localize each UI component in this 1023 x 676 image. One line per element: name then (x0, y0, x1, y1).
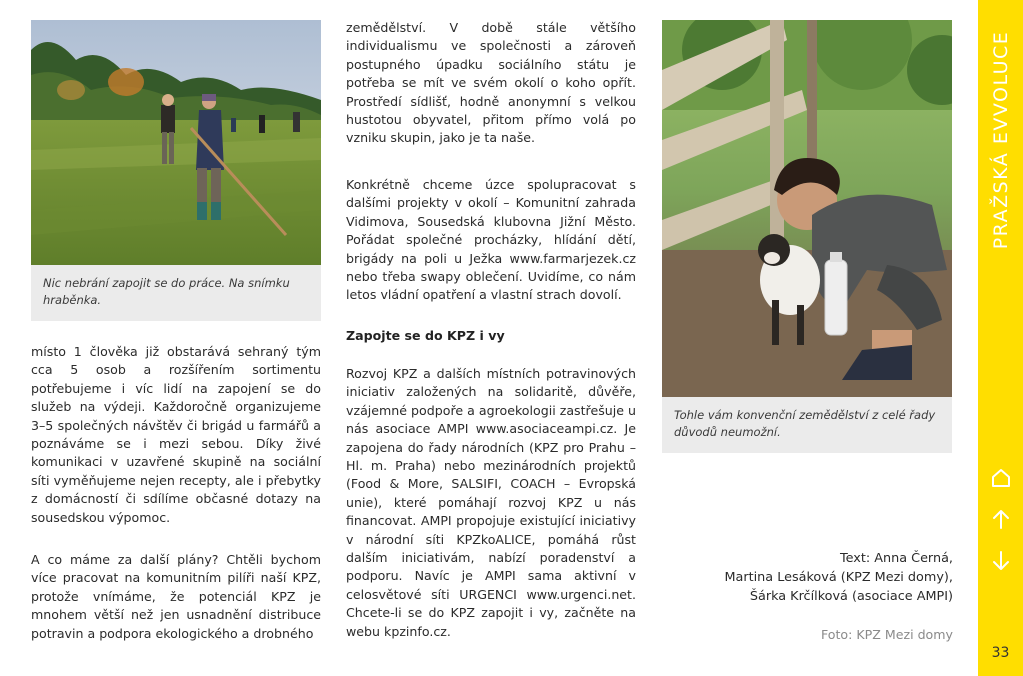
magazine-title: PRAŽSKÁ EVVOLUCE (989, 30, 1012, 250)
farm-woman-with-lamb-photo (662, 20, 952, 397)
page-number: 33 (991, 645, 1010, 661)
credit-line: Text: Anna Černá, (839, 551, 953, 566)
middle-paragraph-1: zemědělství. V době stále většího individualismu ve společnosti a zároveň postupného úpadku sociálního státu je potřeba se mít ve svém okolí o koho opřít. Prostředí sídlišť, hodně anonymní s velkou hustotou obyvatel, přitom přímo volá po vzniku skupin, jako je ta naše. (346, 20, 636, 146)
home-icon[interactable] (990, 467, 1012, 489)
magazine-sidebar (978, 0, 1023, 676)
credit-line: Martina Lesáková (KPZ Mezi domy), (724, 570, 953, 585)
credit-line: Šárka Krčílková (asociace AMPI) (749, 589, 953, 604)
middle-paragraph-2: Konkrétně chceme úzce spolupracovat s dalšími projekty v okolí – Komunitní zahrada Vidimova, Sousedská klubovna Jižní Město. Pořádat společné procházky, hlídání dětí, brigády na poli u Ježka www.farmarjezek.cz nebo třeba swapy oblečení. Uvidíme, co nám letos vládní opatření a vlastní strach dovolí. (346, 177, 636, 303)
field-work-photo (31, 20, 321, 265)
photo-caption-left (31, 265, 321, 321)
author-credits (724, 549, 953, 606)
photo-caption-right-text: Tohle vám konvenční zemědělství z celé řady důvodů neumožní. (674, 408, 936, 439)
left-paragraph-1: místo 1 člověka již obstarává sehraný tým cca 5 osob a rozšířením sortimentu potřebujeme i víc lidí na zapojení se do služeb na výdeji. Každoročně organizujeme 3–5 společných návštěv či brigád u farmářů a poznáváme se i mezi sebou. Díky živé komunikaci v uzavřené skupině na sociální síti vyměňujeme nejen recepty, ale i přebytky z domácností či sdílíme občasné dotazy na sousedskou výpomoc. (31, 344, 321, 525)
left-paragraph-2: A co máme za další plány? Chtěli bychom více pracovat na komunitním pilíři naší KPZ, protože vnímáme, že potenciál KPZ je mnohem větší než jen usnadnění distribuce potravin a podpora ekologického a drobného (31, 552, 321, 641)
section-heading: Zapojte se do KPZ i vy (346, 328, 505, 343)
photo-caption-left-text: Nic nebrání zapojit se do práce. Na snímku hraběnka. (43, 276, 290, 307)
photo-credit: Foto: KPZ Mezi domy (820, 627, 953, 642)
arrow-down-icon[interactable] (990, 550, 1012, 572)
arrow-up-icon[interactable] (990, 508, 1012, 530)
photo-caption-right (662, 397, 952, 453)
middle-paragraph-3: Rozvoj KPZ a dalších místních potravinových iniciativ založených na solidaritě, důvěře, vzájemné podpoře a agroekologii zastřešuje u nás asociace AMPI www.asociaceampi.cz. Je zapojena do řady národních (KPZ pro Prahu – Hl. m. Praha) nebo mezinárodních projektů (Food & More, SALSIFI, COACH – Evropská unie), které pomáhají rozvoj KPZ u nás financovat. AMPI propojuje existující iniciativy v národní síti KPZkoALICE, pomáhá růst dalším iniciativám, nabízí poradenství a podporu. Navíc je AMPI sama aktivní v celosvětové síti URGENCI www.urgenci.net. Chcete-li se do KPZ zapojit i vy, začněte na webu kpzinfo.cz. (346, 366, 636, 639)
